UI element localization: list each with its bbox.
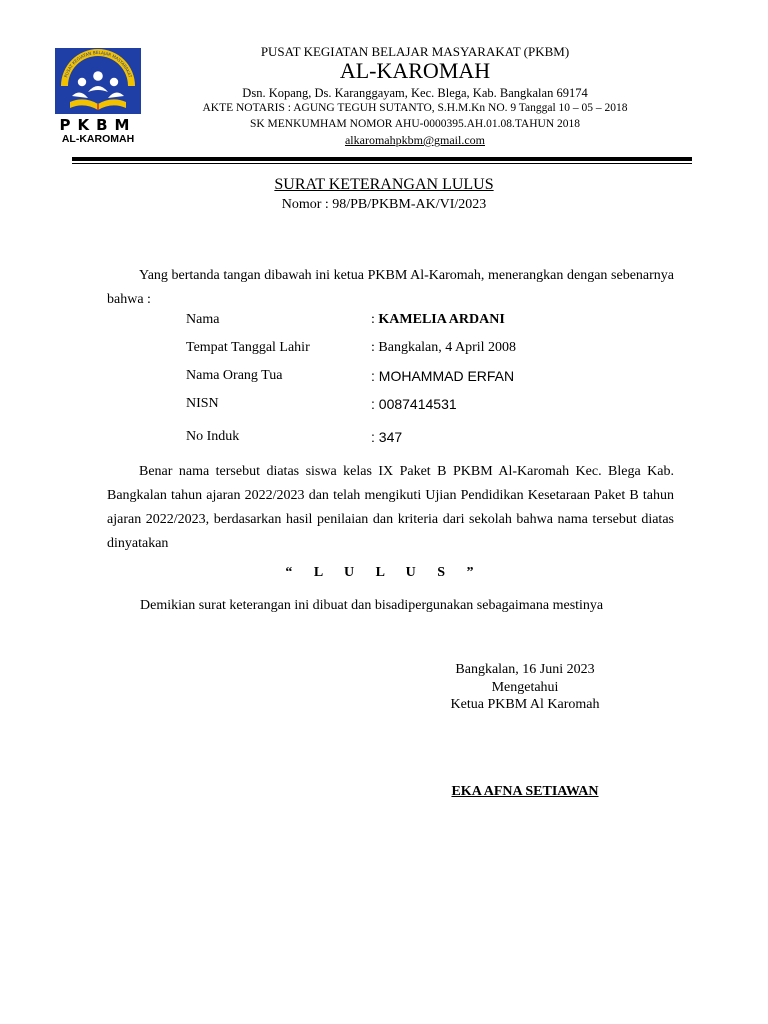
closing-statement: Demikian surat keterangan ini dibuat dan bisadipergunakan sebagaimana mestinya bbox=[140, 598, 604, 613]
signature-position: Ketua PKBM Al Karomah bbox=[450, 697, 600, 712]
field-value-parent: : MOHAMMAD ERFAN bbox=[371, 368, 515, 384]
letter-title: SURAT KETERANGAN LULUS bbox=[274, 176, 494, 193]
signature-place-date: Bangkalan, 16 Juni 2023 bbox=[455, 662, 595, 677]
field-value-nama: : KAMELIA ARDANI bbox=[371, 312, 505, 327]
graduation-status: “ L U L U S ” bbox=[285, 565, 483, 580]
header-divider-thin bbox=[72, 163, 692, 164]
header-sk: SK MENKUMHAM NOMOR AHU-0000395.AH.01.08.TAHUN 2018 bbox=[249, 118, 581, 130]
body-paragraph: Benar nama tersebut diatas siswa kelas IX Paket B PKBM Al-Karomah Kec. Blega Kab. Bangkalan tahun ajaran 2022/2023 dan telah mengikuti Ujian Pendidikan Kesetaraan Paket B tahun ajaran 2022/2023, berdasarkan hasil penilaian dan kriteria dari sekolah bahwa nama tersebut diatas dinyatakan bbox=[107, 464, 674, 551]
student-number: 347 bbox=[378, 429, 403, 445]
logo-arc-text: PUSAT KEGIATAN BELAJAR MASYARAKAT bbox=[63, 49, 133, 79]
field-value-nisn: : 0087414531 bbox=[371, 396, 457, 412]
logo-acronym: PKBM bbox=[59, 116, 137, 134]
header-org-name: AL-KAROMAH bbox=[339, 58, 491, 83]
field-label-parent: Nama Orang Tua bbox=[186, 368, 283, 383]
pkbm-logo bbox=[52, 46, 144, 146]
field-value-ttl: : Bangkalan, 4 April 2008 bbox=[371, 340, 517, 355]
letter-number: Nomor : 98/PB/PKBM-AK/VI/2023 bbox=[281, 197, 487, 212]
signature-acknowledge: Mengetahui bbox=[491, 680, 559, 695]
header-address: Dsn. Kopang, Ds. Karanggayam, Kec. Blega, Kab. Bangkalan 69174 bbox=[242, 86, 588, 100]
field-value-induk: : 347 bbox=[371, 429, 403, 445]
intro-paragraph: Yang bertanda tangan dibawah ini ketua PKBM Al-Karomah, menerangkan dengan sebenarnya bahwa : bbox=[107, 268, 674, 307]
header-divider-thick bbox=[72, 157, 692, 161]
header-notary: AKTE NOTARIS : AGUNG TEGUH SUTANTO, S.H.M.Kn NO. 9 Tanggal 10 – 05 – 2018 bbox=[202, 102, 628, 114]
nisn-number: 0087414531 bbox=[378, 396, 457, 412]
signatory-name: EKA AFNA SETIAWAN bbox=[451, 784, 599, 799]
logo-name: AL-KAROMAH bbox=[61, 133, 135, 145]
birth-place-date: Bangkalan, 4 April 2008 bbox=[378, 340, 517, 355]
logo-figure-right-head bbox=[110, 78, 118, 86]
logo-figure-left-head bbox=[78, 78, 86, 86]
header-email[interactable]: alkaromahpkbm@gmail.com bbox=[344, 133, 485, 147]
header-org-type: PUSAT KEGIATAN BELAJAR MASYARAKAT (PKBM) bbox=[260, 44, 570, 59]
field-label-nama: Nama bbox=[186, 312, 220, 327]
field-label-induk: No Induk bbox=[186, 429, 240, 444]
field-label-ttl: Tempat Tanggal Lahir bbox=[186, 340, 310, 355]
parent-name: MOHAMMAD ERFAN bbox=[378, 368, 515, 384]
field-label-nisn: NISN bbox=[186, 396, 219, 411]
logo-figure-center-head bbox=[93, 71, 103, 81]
student-name: KAMELIA ARDANI bbox=[378, 312, 505, 327]
